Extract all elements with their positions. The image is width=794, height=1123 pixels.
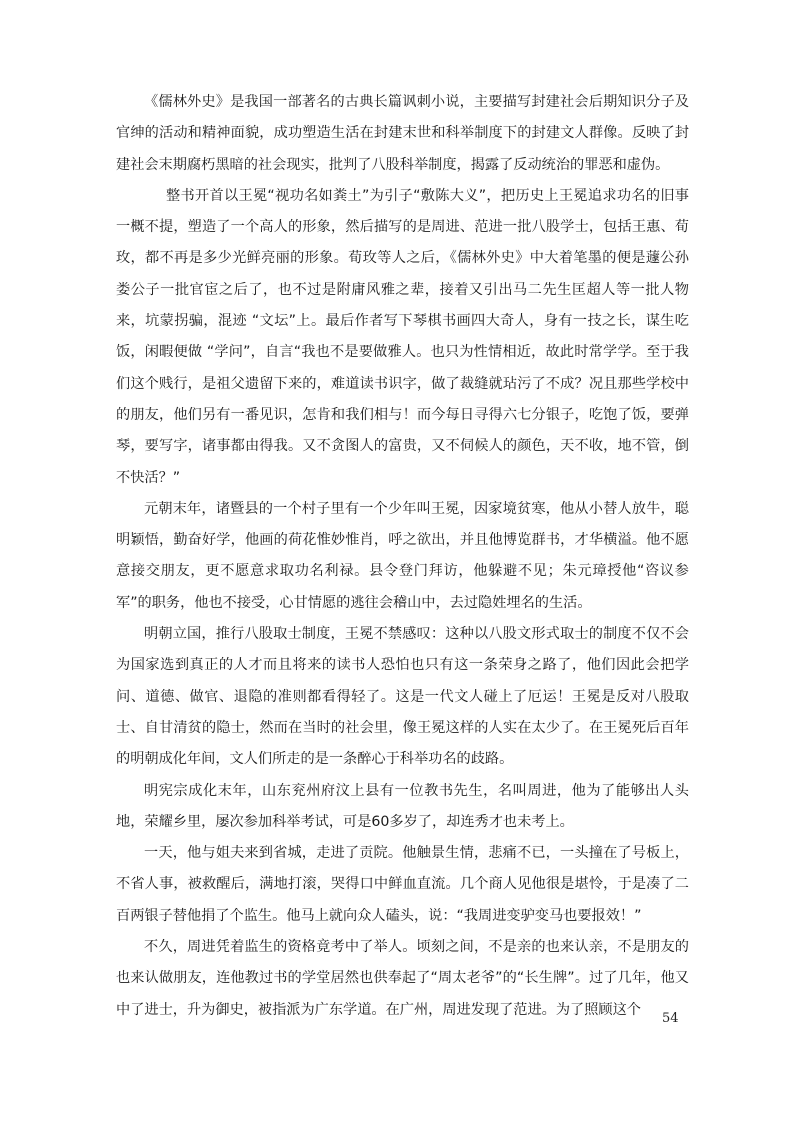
paragraph-examination-hall: 一天，他与姐夫来到省城，走进了贡院。他触景生情，悲痛不已，一头撞在了号板上，不省人事，被救醒后，满地打滚，哭得口中鲜血直流。几个商人见他很是堪怜，于是凑了二百两银子替他捐了个监生。他马上就向众人磕头，说：“我周进变驴变马也要报效！” — [116, 845, 689, 924]
paragraph-juren: 不久，周进凭着监生的资格竟考中了举人。顷刻之间，不是亲的也来认亲，不是朋友的也来认做朋友，连他教过书的学堂居然也供奉起了“周太老爷”的“长生牌”。过了几年，他又中了进士，升为御史，被指派为广东学道。在广州，周进发现了范进。为了照顾这个 — [116, 939, 689, 1018]
paragraph-zhoujin: 明宪宗成化末年，山东兖州府汶上县有一位教书先生，名叫周进，他为了能够出人头地，荣耀乡里，屡次参加科举考试，可是60多岁了，却连秀才也未考上。 — [116, 782, 689, 830]
paragraph-structure: 整书开首以王冕“视功名如粪土”为引子“敷陈大义”，把历史上王冕追求功名的旧事一概不提，塑造了一个高人的形象，然后描写的是周进、范进一批八股学士，包括王惠、荀玫，都不再是多少光鲜亮丽的形象。荀玫等人之后，《儒林外史》中大着笔墨的便是蘧公孙娄公子一批官宦之后了，也不过是附庸风雅之辈，接着又引出马二先生匡超人等一批人物来，坑蒙拐骗，混迹 “文坛”上。最后作者写下琴棋书画四大奇人，身有一技之长，谋生吃饭，闲暇便做 “学问”，自言“我也不是要做雅人。也只为性情相近，故此时常学学。至于我们这个贱行，是祖父遗留下来的，难道读书识字，做了裁缝就玷污了不成？况且那些学校中的朋友，他们另有一番见识，怎肯和我们相与！而今每日寻得六七分银子，吃饱了饭，要弹琴，要写字，诸事都由得我。又不贪图人的富贵，又不伺候人的颜色，天不收，地不管，倒不快活？” — [116, 187, 689, 486]
paragraph-wangmian: 元朝末年，诸暨县的一个村子里有一个少年叫王冕，因家境贫寒，他从小替人放牛，聪明颖悟，勤奋好学，他画的荷花惟妙惟肖，呼之欲出，并且他博览群书，才华横溢。他不愿意接交朋友，更不愿意求取功名利禄。县令登门拜访，他躲避不见；朱元璋授他“咨议参军”的职务，他也不接受，心甘情愿的逃往会稽山中，去过隐姓埋名的生活。 — [116, 500, 689, 611]
paragraph-ming-dynasty: 明朝立国，推行八股取士制度，王冕不禁感叹：这种以八股文形式取士的制度不仅不会为国家选到真正的人才而且将来的读书人恐怕也只有这一条荣身之路了，他们因此会把学问、道德、做官、退隐的准则都看得轻了。这是一代文人碰上了厄运！王冕是反对八股取士、自甘清贫的隐士，然而在当时的社会里，像王冕这样的人实在太少了。在王冕死后百年的明朝成化年间，文人们所走的是一条醉心于科举功名的歧路。 — [116, 626, 689, 768]
page-number: 54 — [662, 1011, 679, 1026]
paragraph-intro: 《儒林外史》是我国一部著名的古典长篇讽刺小说，主要描写封建社会后期知识分子及官绅的活动和精神面貌，成功塑造生活在封建末世和科举制度下的封建文人群像。反映了封建社会末期腐朽黑暗的社会现实，批判了八股科举制度，揭露了反动统治的罪恶和虚伪。 — [116, 94, 689, 173]
document-body — [116, 87, 689, 1026]
